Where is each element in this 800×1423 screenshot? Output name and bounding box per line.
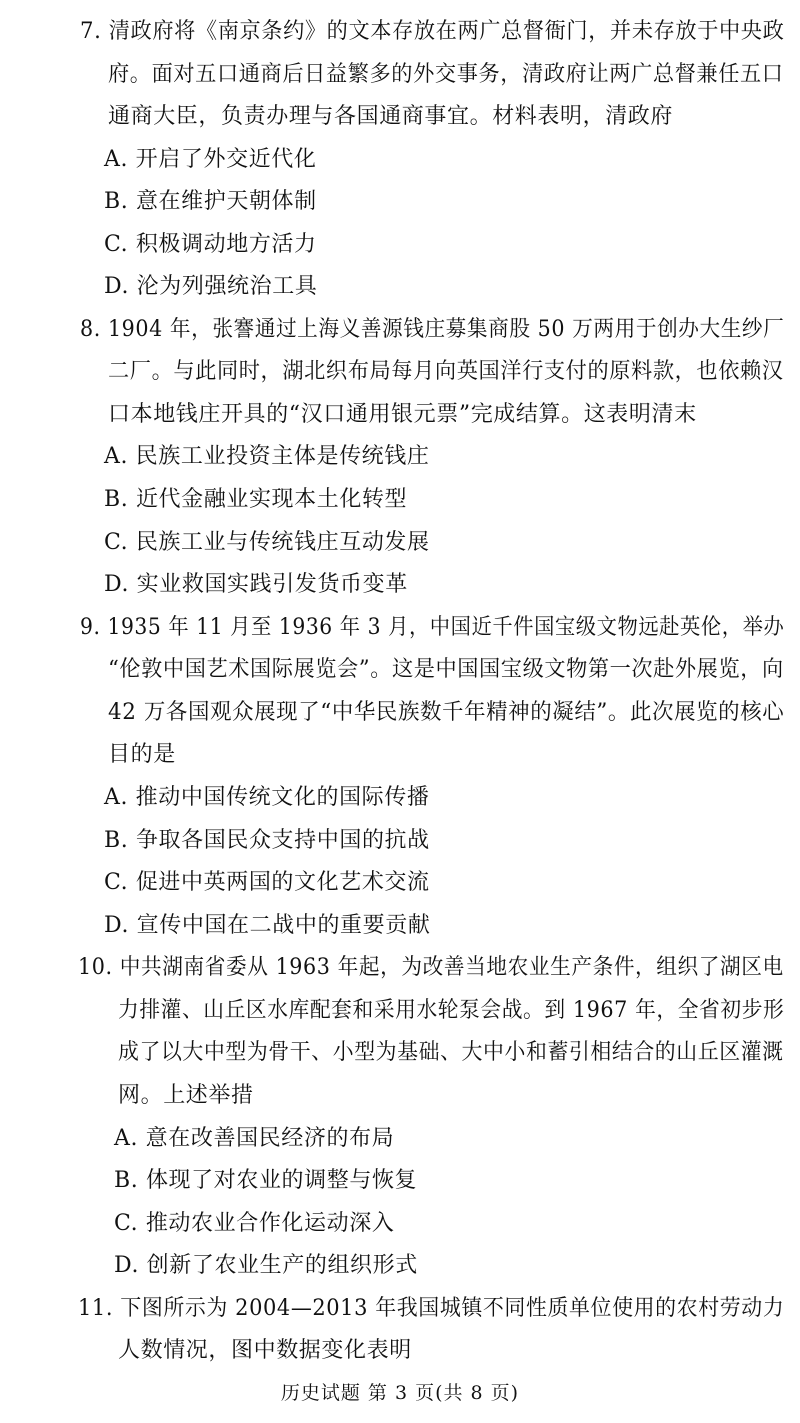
question-7-line-2: 府。面对五口通商后日益繁多的外交事务，清政府让两广总督兼任五口 [108,62,784,87]
question-10-option-b: B. 体现了对农业的调整与恢复 [114,1168,418,1193]
question-9-line-1: 9. 1935 年 11 月至 1936 年 3 月，中国近千件国宝级文物远赴英伦，举办 [80,615,785,640]
question-9-option-b: B. 争取各国民众支持中国的抗战 [104,828,430,853]
page-footer: 历史试题 第 3 页(共 8 页) [280,1382,520,1404]
question-9-option-c: C. 促进中英两国的文化艺术交流 [104,870,430,895]
question-10-option-d: D. 创新了农业生产的组织形式 [114,1253,418,1278]
question-10-option-a: A. 意在改善国民经济的布局 [114,1126,395,1151]
question-8-option-c: C. 民族工业与传统钱庄互动发展 [104,530,430,555]
question-10-line-1: 10. 中共湖南省委从 1963 年起，为改善当地农业生产条件，组织了湖区电 [78,955,784,980]
question-8-line-1: 8. 1904 年，张謇通过上海义善源钱庄募集商股 50 万两用于创办大生纱厂 [80,317,785,342]
question-8-line-3: 口本地钱庄开具的“汉口通用银元票”完成结算。这表明清末 [108,402,697,427]
question-11-line-1: 11. 下图所示为 2004—2013 年我国城镇不同性质单位使用的农村劳动力 [78,1296,785,1321]
question-7-option-d: D. 沦为列强统治工具 [104,274,318,299]
question-10-line-4: 网。上述举措 [118,1083,254,1108]
question-8-line-2: 二厂。与此同时，湖北织布局每月向英国洋行支付的原料款，也依赖汉 [108,359,784,384]
question-10-option-c: C. 推动农业合作化运动深入 [114,1211,395,1236]
question-8-option-d: D. 实业救国实践引发货币变革 [104,572,408,597]
question-7-line-1: 7. 清政府将《南京条约》的文本存放在两广总督衙门，并未存放于中央政 [80,19,785,44]
question-7-option-b: B. 意在维护天朝体制 [104,189,317,214]
question-9-line-3: 42 万各国观众展现了“中华民族数千年精神的凝结”。此次展览的核心 [108,700,785,725]
question-7-line-3: 通商大臣，负责办理与各国通商事宜。材料表明，清政府 [108,104,674,129]
question-9-line-4: 目的是 [108,742,176,767]
question-9-option-d: D. 宣传中国在二战中的重要贡献 [104,913,431,938]
question-8-option-a: A. 民族工业投资主体是传统钱庄 [104,444,430,469]
question-10-line-3: 成了以大中型为骨干、小型为基础、大中小和蓄引相结合的山丘区灌溉 [118,1040,784,1065]
question-9-line-2: “伦敦中国艺术国际展览会”。这是中国国宝级文物第一次赴外展览，向 [108,657,784,682]
question-7-option-c: C. 积极调动地方活力 [104,232,317,257]
question-11-line-2: 人数情况，图中数据变化表明 [118,1338,412,1363]
question-10-line-2: 力排灌、山丘区水库配套和采用水轮泵会战。到 1967 年，全省初步形 [118,998,785,1023]
question-9-option-a: A. 推动中国传统文化的国际传播 [104,785,430,810]
question-7-option-a: A. 开启了外交近代化 [104,147,317,172]
question-8-option-b: B. 近代金融业实现本土化转型 [104,487,408,512]
